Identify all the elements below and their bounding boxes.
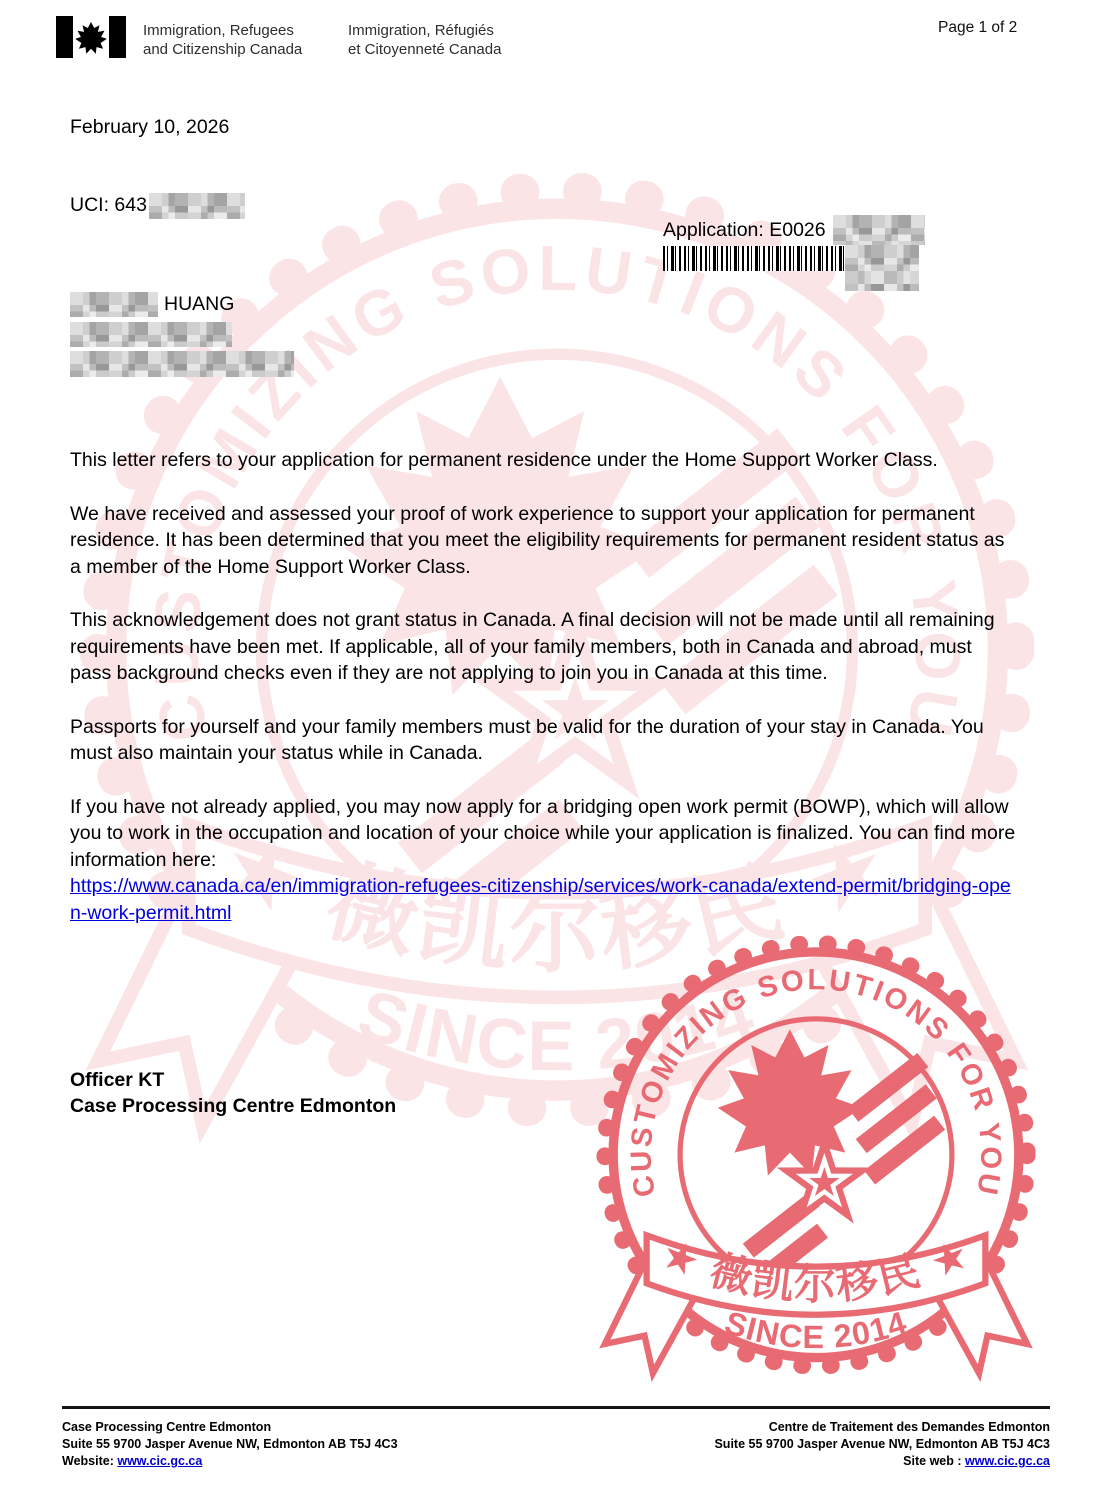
uci-redaction (149, 193, 245, 219)
recipient-name-redaction (70, 292, 158, 317)
department-name-en: Immigration, Refugees and Citizenship Canada (143, 22, 303, 58)
department-name-fr: Immigration, Réfugiés et Citoyenneté Canada (348, 22, 502, 58)
footer-left (62, 1419, 398, 1470)
address-redaction-1 (70, 322, 232, 347)
recipient-surname: HUANG (164, 293, 235, 315)
letter-body (70, 447, 1018, 926)
footer-left-office: Case Processing Centre Edmonton (62, 1420, 272, 1434)
footer-left-site-label: Website: (62, 1454, 118, 1468)
application-redaction-2 (845, 245, 919, 291)
application-label: Application: E0026 (663, 219, 826, 241)
company-stamp (586, 930, 1046, 1390)
paragraph-4: Passports for yourself and your family members must be valid for the duration of your stay in Canada. You must also maintain your status while in Canada. (70, 715, 984, 764)
footer-right-office: Centre de Traitement des Demandes Edmonton (768, 1420, 1050, 1434)
officer-office: Case Processing Centre Edmonton (70, 1095, 397, 1117)
uci-label: UCI: 643 (70, 194, 147, 216)
footer-right-site-link[interactable]: www.cic.gc.ca (965, 1454, 1050, 1468)
footer-right-address: Suite 55 9700 Jasper Avenue NW, Edmonton AB T5J 4C3 (714, 1437, 1050, 1451)
bowp-info-link[interactable]: https://www.canada.ca/en/immigration-refugees-citizenship/services/work-canada/extend-permit/bridging-open-work-permit.html (70, 875, 1011, 924)
canada-flag-icon (55, 16, 127, 58)
uci-line (70, 192, 245, 219)
recipient-block (70, 291, 294, 377)
application-barcode (663, 246, 848, 271)
application-redaction-1 (833, 215, 925, 245)
footer-right-site-label: Site web : (903, 1454, 965, 1468)
letter-date: February 10, 2026 (70, 116, 230, 138)
footer-divider (62, 1406, 1050, 1409)
address-redaction-2 (70, 351, 294, 377)
footer-left-address: Suite 55 9700 Jasper Avenue NW, Edmonton AB T5J 4C3 (62, 1437, 398, 1451)
application-block (663, 217, 943, 271)
footer (62, 1419, 1050, 1470)
footer-right (714, 1419, 1050, 1470)
footer-left-site-link[interactable]: www.cic.gc.ca (117, 1454, 203, 1468)
signature-block (70, 1067, 396, 1119)
paragraph-5: If you have not already applied, you may now apply for a bridging open work permit (BOWP), which will allow you to work in the occupation and location of your choice while your application is finalized. You can find more information here: (70, 795, 1016, 871)
paragraph-1: This letter refers to your application for permanent residence under the Home Support Worker Class. (70, 449, 938, 471)
page-indicator: Page 1 of 2 (938, 19, 1018, 36)
officer-name: Officer KT (70, 1069, 165, 1091)
paragraph-2: We have received and assessed your proof of work experience to support your application for permanent residence. It has been determined that you meet the eligibility requirements for permanent resident status as a member of the Home Support Worker Class. (70, 502, 1005, 578)
paragraph-3: This acknowledgement does not grant status in Canada. A final decision will not be made until all remaining requirements have been met. If applicable, all of your family members, both in Canada and abroad, must pass background checks even if they are not applying to join you in Canada at this time. (70, 609, 995, 684)
